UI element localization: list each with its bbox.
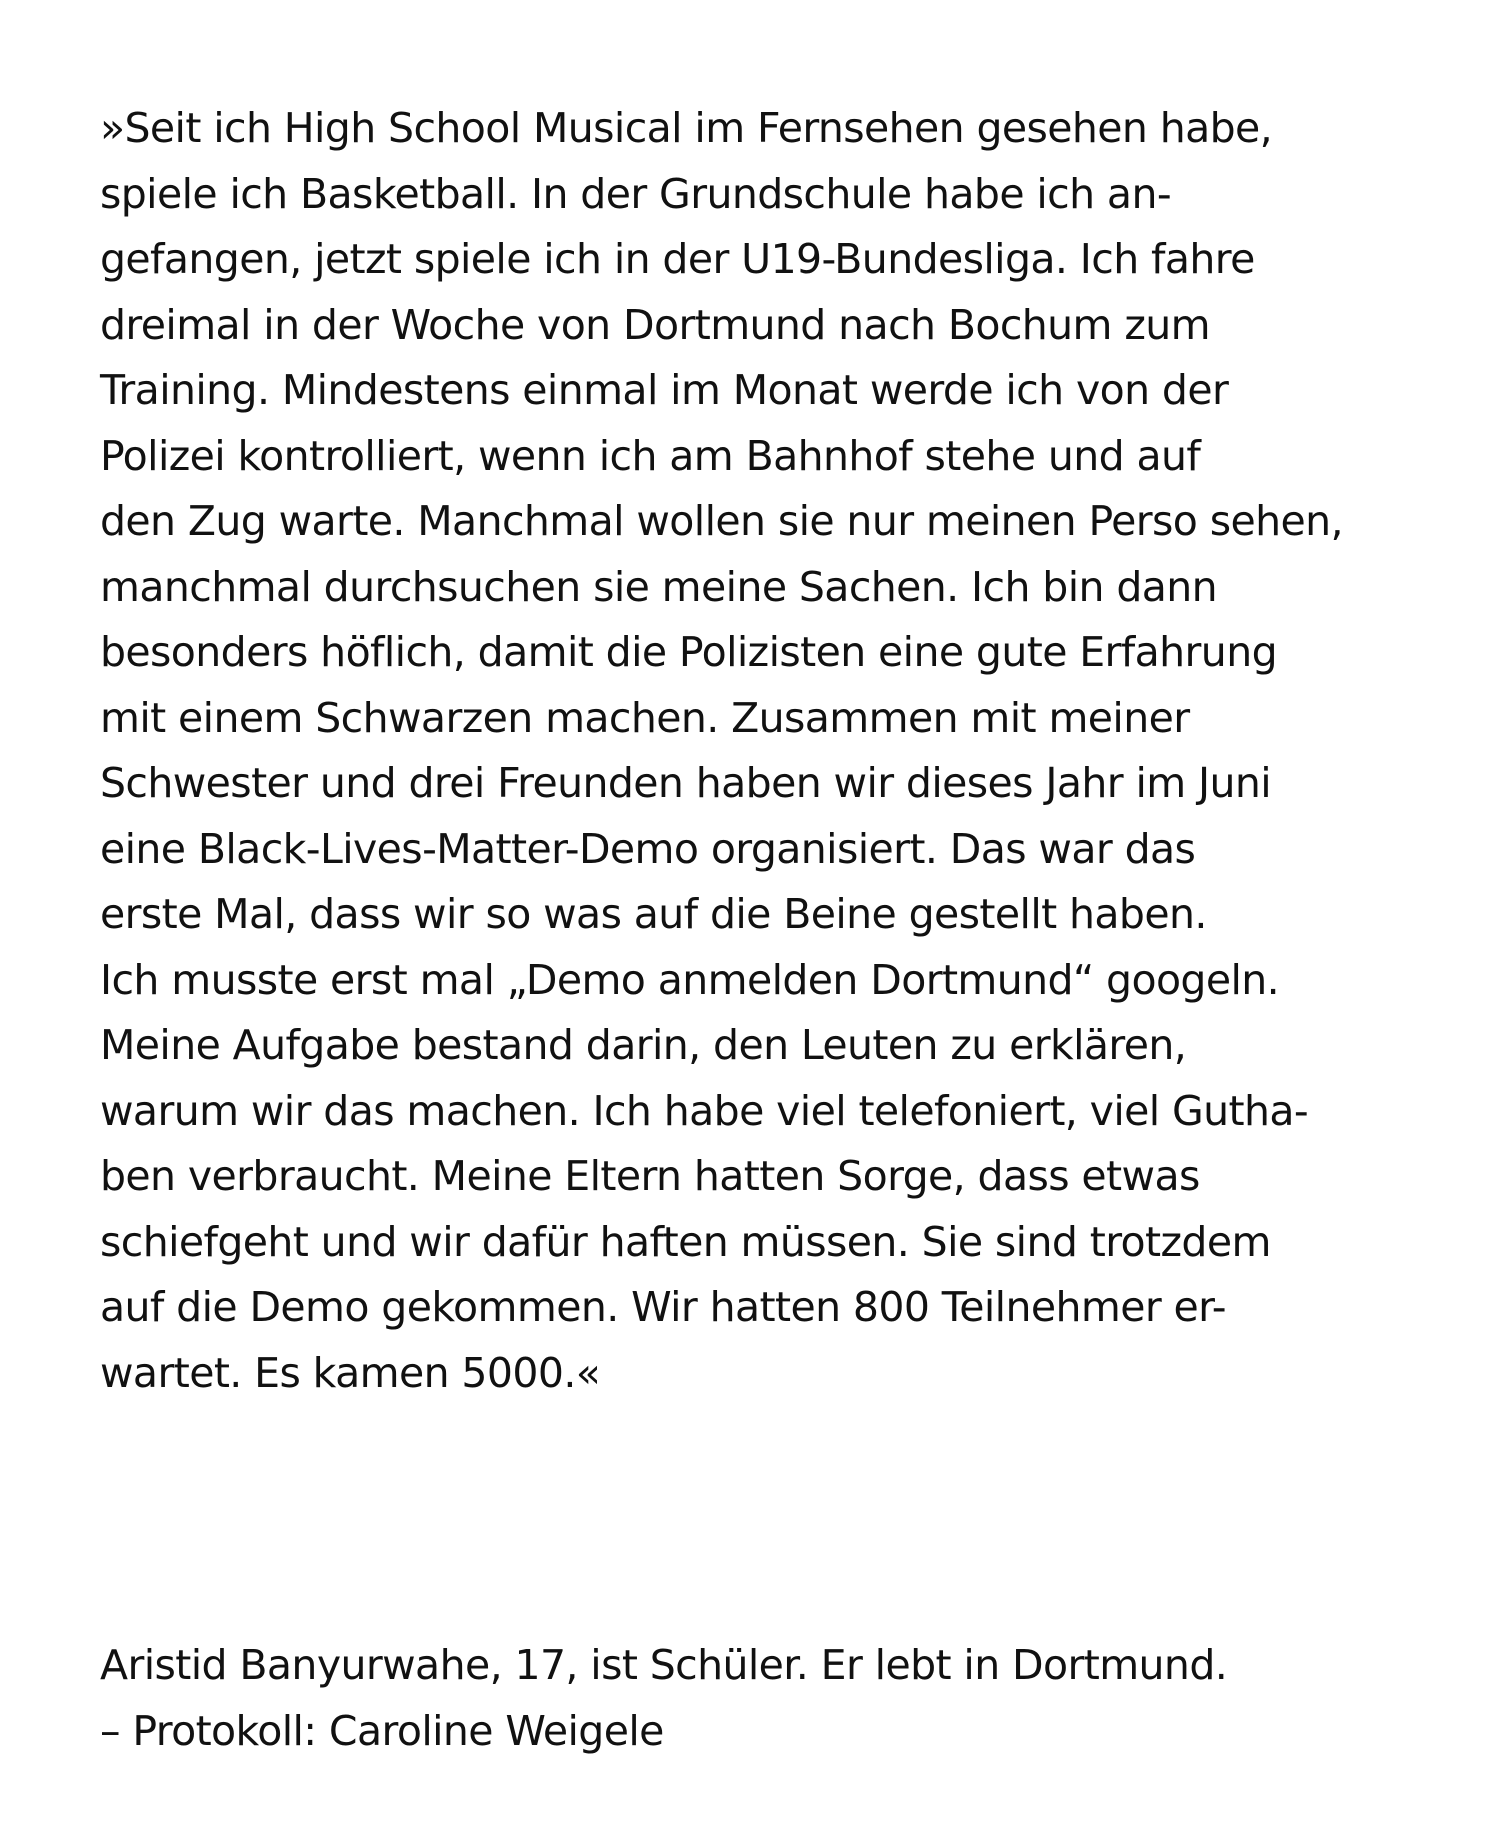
quote-line: auf die Demo gekommen. Wir hatten 800 Teilnehmer er- xyxy=(100,1283,1226,1331)
quote-line: manchmal durchsuchen sie meine Sachen. Ich bin dann xyxy=(100,562,1218,611)
quote-line: Schwester und drei Freunden haben wir dieses Jahr im Juni xyxy=(100,759,1272,807)
quote-line: Meine Aufgabe bestand darin, den Leuten zu erklären, xyxy=(100,1021,1187,1069)
quote-line: ben verbraucht. Meine Eltern hatten Sorge, dass etwas xyxy=(100,1152,1200,1200)
quote-line: Polizei kontrolliert, wenn ich am Bahnhof stehe und auf xyxy=(100,431,1201,480)
quote-line: eine Black-Lives-Matter-Demo organisiert. Das war das xyxy=(100,824,1196,873)
quote-line: Training. Mindestens einmal im Monat werde ich von der xyxy=(100,366,1229,414)
interview-quote xyxy=(100,96,1420,1406)
quote-line: Ich musste erst mal „Demo anmelden Dortmund“ googeln. xyxy=(100,955,1280,1004)
quote-line: warum wir das machen. Ich habe viel telefoniert, viel Gutha- xyxy=(100,1086,1309,1135)
quote-line: wartet. Es kamen 5000.« xyxy=(100,1348,601,1397)
quote-line: spiele ich Basketball. In der Grundschule habe ich an- xyxy=(100,169,1172,218)
protocol-credit: – Protokoll: Caroline Weigele xyxy=(100,1706,664,1755)
author-bio xyxy=(100,1633,1420,1764)
quote-line: »Seit ich High School Musical im Fernsehen gesehen habe, xyxy=(100,104,1273,152)
quote-line: erste Mal, dass wir so was auf die Beine gestellt haben. xyxy=(100,890,1207,938)
quote-line: dreimal in der Woche von Dortmund nach Bochum zum xyxy=(100,300,1210,349)
quote-line: schiefgeht und wir dafür haften müssen. Sie sind trotzdem xyxy=(100,1217,1271,1266)
quote-line: gefangen, jetzt spiele ich in der U19-Bundesliga. Ich fahre xyxy=(100,235,1255,283)
bio-line: Aristid Banyurwahe, 17, ist Schüler. Er lebt in Dortmund. xyxy=(100,1641,1228,1689)
quote-line: den Zug warte. Manchmal wollen sie nur meinen Perso sehen, xyxy=(100,497,1343,545)
quote-line: mit einem Schwarzen machen. Zusammen mit meiner xyxy=(100,693,1190,742)
quote-line: besonders höflich, damit die Polizisten eine gute Erfahrung xyxy=(100,628,1278,676)
